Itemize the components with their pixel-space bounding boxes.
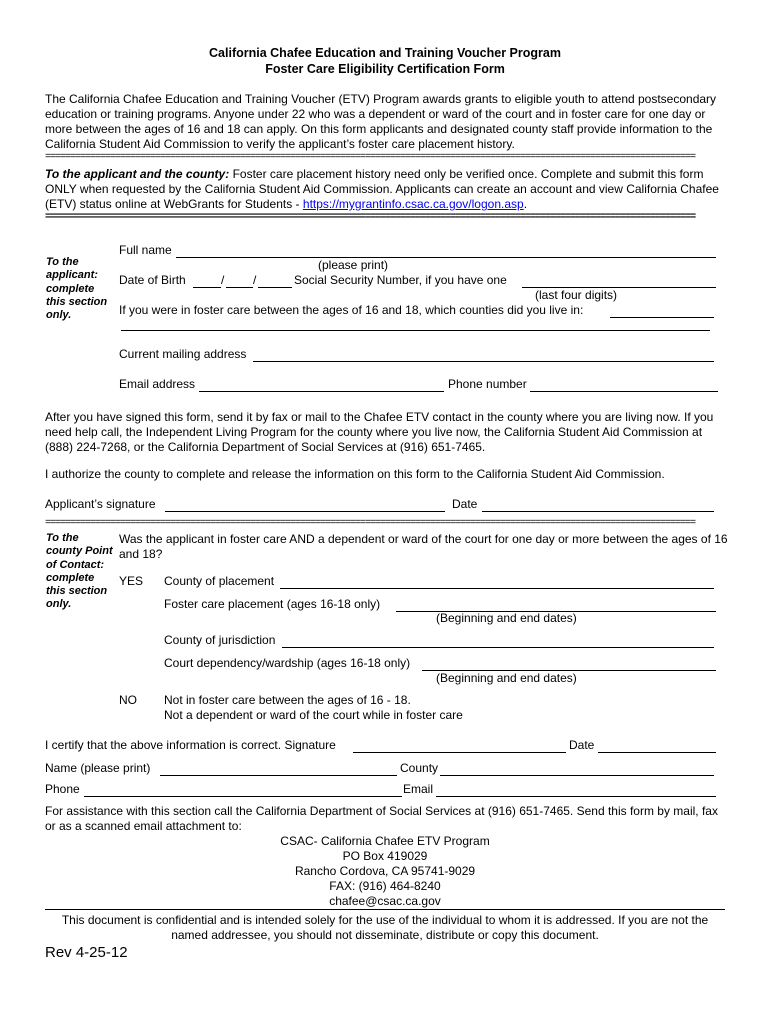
county-jurisdiction-label: County of jurisdiction [164, 633, 276, 647]
notice-period: . [523, 197, 528, 211]
counties-field-2[interactable] [121, 330, 710, 331]
address-line-2: PO Box 419029 [342, 849, 428, 863]
certify-date-field[interactable] [598, 752, 716, 753]
yes-label[interactable]: YES [119, 574, 144, 588]
no-reason-line2: Not a dependent or ward of the court while in foster care [164, 708, 463, 722]
county-question: Was the applicant in foster care AND a dependent or ward of the court for one day or more between the ages of 16 and 18? [119, 532, 728, 561]
certify-email-field[interactable] [436, 796, 716, 797]
counties-field-1[interactable] [610, 317, 714, 318]
mailing-address-field[interactable] [253, 361, 714, 362]
address-line-3: Rancho Cordova, CA 95741-9029 [294, 864, 476, 878]
no-reason-line1: Not in foster care between the ages of 16 - 18. [164, 693, 411, 707]
confidential-box [45, 909, 725, 943]
court-dependency-label: Court dependency/wardship (ages 16-18 only) [164, 656, 411, 670]
form-title-line1: California Chafee Education and Training Voucher Program [209, 46, 561, 60]
dob-month-field[interactable] [193, 287, 221, 288]
address-line-1: CSAC- California Chafee ETV Program [280, 834, 490, 848]
counties-question: If you were in foster care between the ages of 16 and 18, which counties did you live in: [119, 303, 584, 317]
county-placement-label: County of placement [164, 574, 275, 588]
applicant-signature-field[interactable] [165, 511, 445, 512]
county-side-label: To the county Point of Contact: complete this section only. [46, 532, 113, 611]
notice-text: Foster care placement history need only be verified once. Complete and submit this form ONLY when requested by the California Student Aid Commission. Applicants can create an account and view California Chafee (ETV) status online at WebGrants for Students - [45, 167, 719, 211]
certify-county-label: County [400, 761, 439, 775]
phone-label: Phone number [448, 377, 527, 391]
certify-county-field[interactable] [440, 775, 714, 776]
address-line-4: FAX: (916) 464-8240 [329, 879, 441, 893]
full-name-field[interactable] [176, 257, 716, 258]
begin-end-hint-2: (Beginning and end dates) [436, 671, 577, 685]
authorization-statement: I authorize the county to complete and release the information on this form to the California Student Aid Commission. [45, 467, 665, 481]
full-name-label: Full name [119, 243, 172, 257]
notice-lead: To the applicant and the county: [45, 167, 230, 181]
applicant-date-field[interactable] [482, 511, 714, 512]
instructions-paragraph: After you have signed this form, send it by fax or mail to the Chafee ETV contact in the county where you are living now. If you need help call, the Independent Living Program for the county where you live now, the California Student Aid Commission at (888) 224-7268, or the California Department of Social Services at (916) 651-7465. [45, 410, 714, 454]
applicant-side-label: To the applicant: complete this section only. [46, 256, 108, 322]
revision-label: Rev 4-25-12 [45, 944, 128, 961]
certify-name-field[interactable] [160, 775, 397, 776]
address-email: chafee@csac.ca.gov [329, 894, 441, 908]
applicant-signature-label: Applicant’s signature [45, 497, 156, 511]
county-placement-field[interactable] [280, 588, 714, 589]
notice-paragraph [45, 167, 725, 212]
applicant-date-label: Date [452, 497, 478, 511]
confidential-notice: This document is confidential and is intended solely for the use of the individual to whom it is addressed. If you are not the named addressee, you should not disseminate, distribute or copy this document. [61, 913, 709, 942]
please-print-hint: (please print) [318, 258, 389, 272]
separator-2: ================================================================================================================================== [45, 212, 696, 223]
certify-phone-field[interactable] [84, 796, 402, 797]
email-label: Email address [119, 377, 196, 391]
separator-1: ================================================================================================================================== [45, 152, 696, 163]
county-jurisdiction-field[interactable] [282, 647, 714, 648]
dob-label: Date of Birth [119, 273, 186, 287]
email-field[interactable] [199, 391, 444, 392]
assistance-paragraph: For assistance with this section call the California Department of Social Services at (916) 651-7465. Send this form by mail, fax or as a scanned email attachment to: [45, 804, 718, 833]
certify-phone-label: Phone [45, 782, 80, 796]
ssn-label: Social Security Number, if you have one [294, 273, 507, 287]
certify-email-label: Email [403, 782, 434, 796]
no-label[interactable]: NO [119, 693, 137, 707]
webgrants-link[interactable]: https://mygrantinfo.csac.ca.gov/logon.asp [302, 197, 524, 211]
mailing-address-label: Current mailing address [119, 347, 247, 361]
dob-slash-1: / [221, 273, 225, 287]
begin-end-hint-1: (Beginning and end dates) [436, 611, 577, 625]
separator-3: ================================================================================================================================== [45, 518, 696, 529]
certify-signature-field[interactable] [353, 752, 566, 753]
phone-field[interactable] [530, 391, 718, 392]
last-four-hint: (last four digits) [535, 288, 618, 302]
dob-day-field[interactable] [226, 287, 253, 288]
dob-slash-2: / [253, 273, 257, 287]
certify-date-label: Date [569, 738, 595, 752]
form-title-line2: Foster Care Eligibility Certification Form [265, 62, 505, 76]
placement-dates-label: Foster care placement (ages 16-18 only) [164, 597, 381, 611]
intro-paragraph: The California Chafee Education and Training Voucher (ETV) Program awards grants to eligible youth to attend postsecondary education or training programs. Anyone under 22 who was a dependent or ward of the court and in foster care for one day or more between the ages of 16 and 18 can apply. On this form applicants and designated county staff provide information to the California Student Aid Commission to verify the applicant’s foster care placement history. [45, 92, 717, 151]
certify-name-label: Name (please print) [45, 761, 151, 775]
certify-signature-label: I certify that the above information is correct. Signature [45, 738, 336, 752]
dob-year-field[interactable] [258, 287, 292, 288]
